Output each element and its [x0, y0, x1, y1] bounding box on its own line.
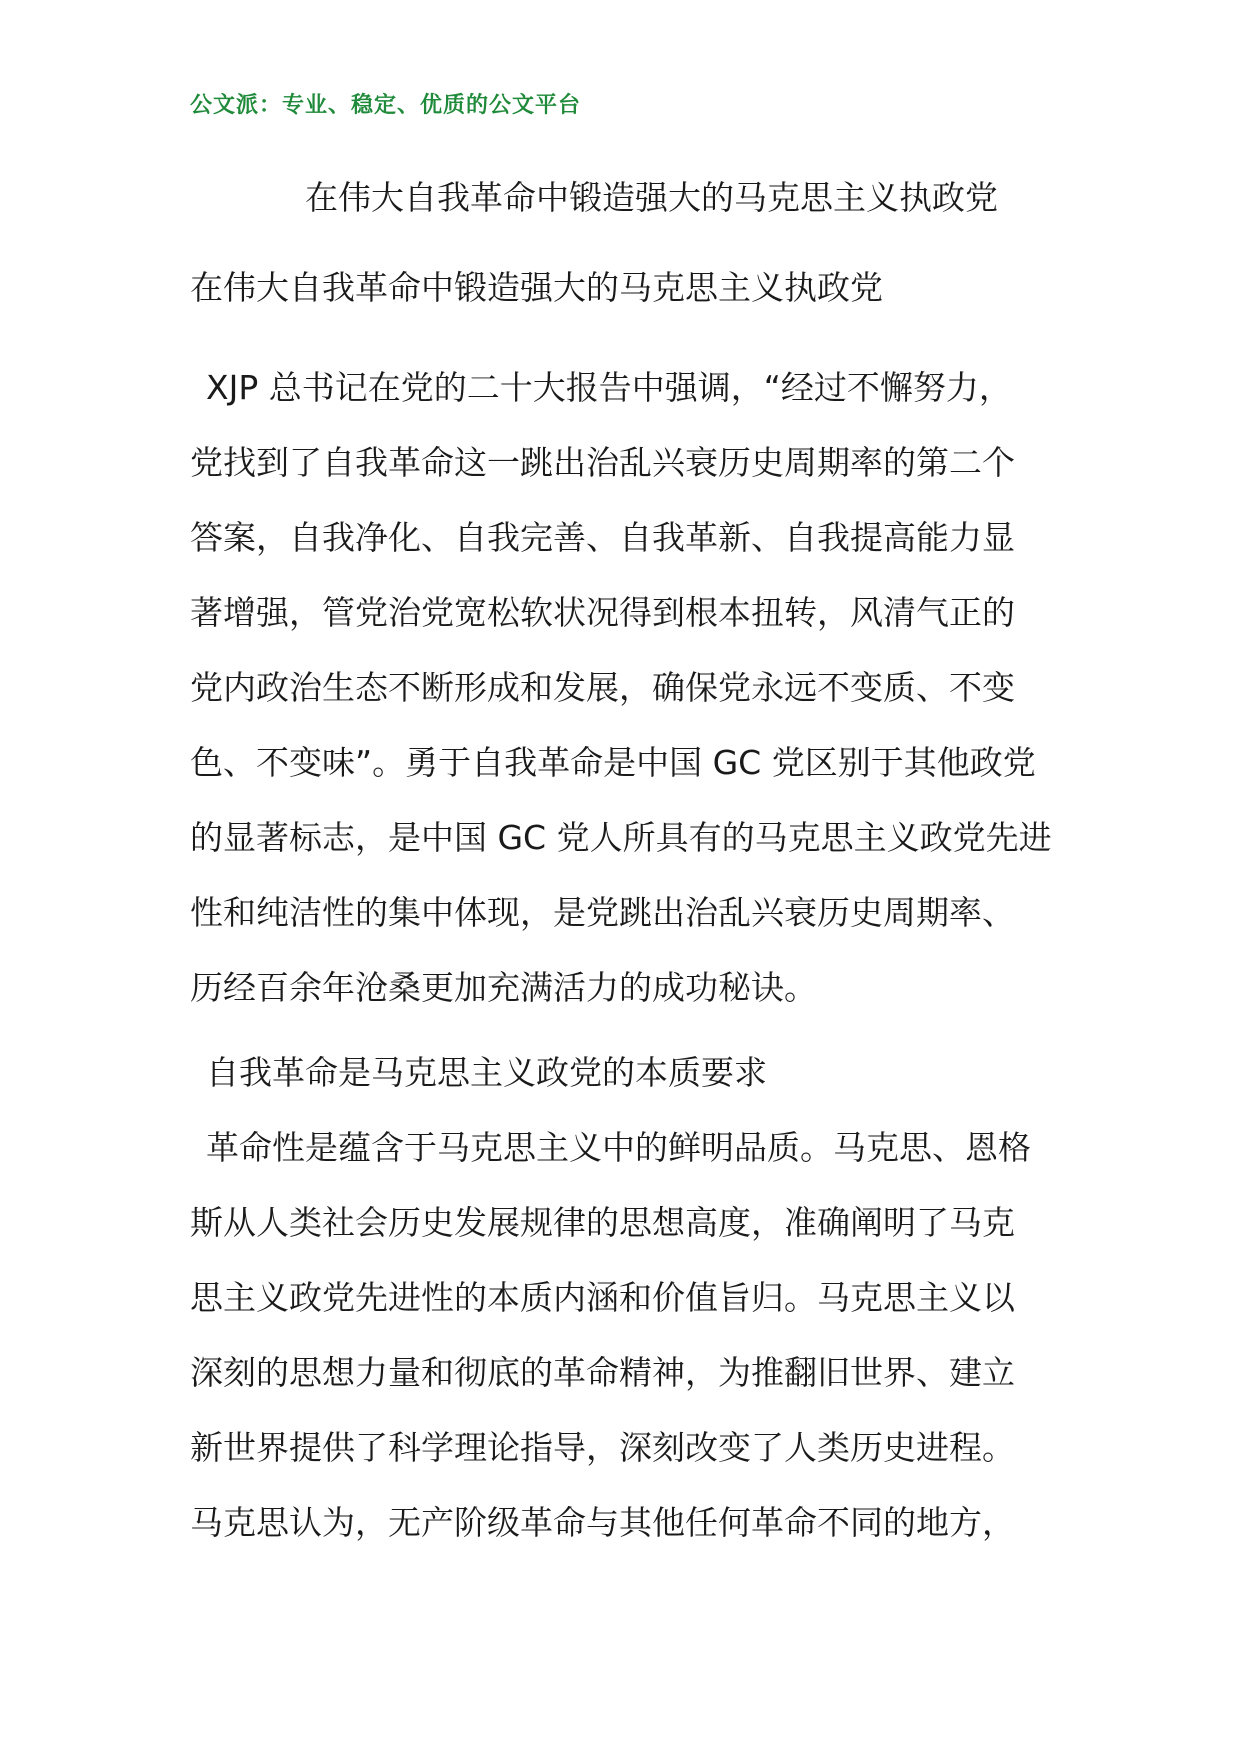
paragraph-line: 性和纯洁性的集中体现，是党跳出治乱兴衰历史周期率、 [190, 893, 1015, 932]
paragraph-line: 答案，自我净化、自我完善、自我革新、自我提高能力显 [190, 518, 1015, 557]
paragraph-2 [190, 1110, 1060, 1560]
document-subtitle: 在伟大自我革命中锻造强大的马克思主义执政党 [190, 268, 883, 307]
paragraph-line: 著增强，管党治党宽松软状况得到根本扭转，风清气正的 [190, 593, 1015, 632]
paragraph-1 [190, 350, 1060, 1025]
paragraph-line: 色、不变味”。勇于自我革命是中国 GC 党区别于其他政党 [190, 743, 1036, 782]
document-title: 在伟大自我革命中锻造强大的马克思主义执政党 [305, 178, 998, 217]
paragraph-line: 的显著标志，是中国 GC 党人所具有的马克思主义政党先进 [190, 818, 1052, 857]
document-body [190, 262, 1060, 1560]
paragraph-line: 斯从人类社会历史发展规律的思想高度，准确阐明了马克 [190, 1203, 1015, 1242]
paragraph-line: 党找到了自我革命这一跳出治乱兴衰历史周期率的第二个 [190, 443, 1015, 482]
paragraph-line: 党内政治生态不断形成和发展，确保党永远不变质、不变 [190, 668, 1015, 707]
section-heading: 自我革命是马克思主义政党的本质要求 [206, 1053, 767, 1092]
paragraph-line: 革命性是蕴含于马克思主义中的鲜明品质。马克思、恩格 [206, 1128, 1031, 1167]
header-brand-text: 公文派：专业、稳定、优质的公文平台 [190, 92, 582, 118]
paragraph-line: XJP 总书记在党的二十大报告中强调，“经过不懈努力， [206, 368, 1012, 407]
paragraph-line: 深刻的思想力量和彻底的革命精神，为推翻旧世界、建立 [190, 1353, 1015, 1392]
paragraph-line: 历经百余年沧桑更加充满活力的成功秘诀。 [190, 968, 817, 1007]
paragraph-line: 新世界提供了科学理论指导，深刻改变了人类历史进程。 [190, 1428, 1015, 1467]
paragraph-line: 马克思认为，无产阶级革命与其他任何革命不同的地方， [190, 1503, 1015, 1542]
paragraph-line: 思主义政党先进性的本质内涵和价值旨归。马克思主义以 [190, 1278, 1015, 1317]
